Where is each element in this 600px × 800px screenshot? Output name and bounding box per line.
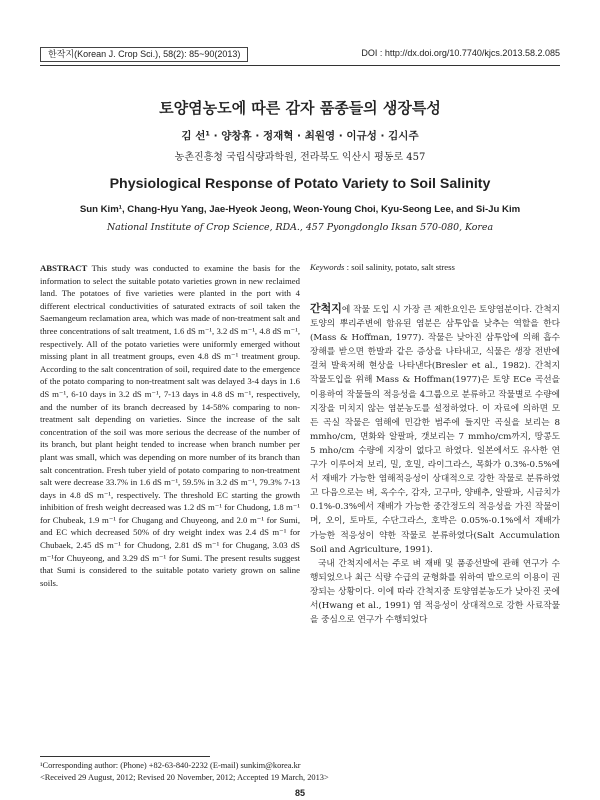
abstract-text: This study was conducted to examine the basis for the information to select the suitable potato varieties grown in new reclaimed land. The potatoes of five varieties were planted in the port with 4 different electrical conductivities of saturated extracts of soil taken the Saemangeum reclamation area, which was made of non-treatment salt and three concentrations of salt treatment, 1.6 dS m⁻¹, 3.2 dS m⁻¹, 4.8 dS m⁻¹, respectively. All of the potato varieties were uniformly emerged without missing plant in all treatment groups, even 4.8 dS m⁻¹ treatment group. According to the salt concentration of soil, required date to the emergence of the potato comparing to non-treatment salt was delayed 3-4 days in 1.6 dS m⁻¹, 6-10 days in 3.2 dS m⁻¹, 7-13 days in 4.8 dS m⁻¹, respectively, and the number of its branch decreased by 14-58% comparing to non-treatment salt depending on varieties. Since the increase of the salt concentration of the soil was more serious the decrease of the number of its branch, but plant height tended to increase when branch number per plant was small, which was depending on more number of its branch than salt concentration. Fresh tuber yield of potato comparing to non-treatment salt were decrease 33.7% in 1.6 dS m⁻¹, 59.5% in 3.2 dS m⁻¹, 79.3% 7-13 days in 4.8 dS m⁻¹, respectively. The threshold EC starting the growth inhibition of fresh weight decreased was 1.2 dS m⁻¹ for Chudong, 1.8 m⁻¹ for Chubeak, 1.9 m⁻¹ for Chugang and Chuyeong, and 2.0 m⁻¹ for Sumi, and EC which decreased 50% of dry weight index was 2.4 dS m⁻¹ for Chubaek, 2.45 dS m⁻¹ for Chudong, 2.81 dS m⁻¹ for Chugang, 3.03 dS m⁻¹for Chuyeong, and 3.29 dS m⁻¹ for Sumi. The present results suggest that Sumi is considered to the suitable potato variety grown on saline soils.: [40, 263, 300, 588]
korean-body: [310, 302, 560, 627]
korean-authors: 김 선¹ · 양창휴 · 정재혁 · 최원영 · 이규성 · 김시주: [181, 130, 419, 142]
running-header: [40, 47, 560, 66]
korean-affiliation: 농촌진흥청 국립식량과학원, 전라북도 익산시 평동로 457: [174, 152, 426, 163]
footnote-divider: [40, 756, 210, 757]
english-affiliation: National Institute of Crop Science, RDA., 457 Pyongdonglo Iksan 570-080, Korea: [106, 222, 494, 233]
english-title: Physiological Response of Potato Variety to Soil Salinity: [109, 176, 491, 192]
page-number: 85: [294, 788, 305, 798]
paragraph-text: 국내 간척지에서는 주로 벼 재배 및 품종선발에 관해 연구가 수행되었으나 최근 식량 수급의 균형화를 위하여 밭으로의 이용이 권장되는 상황이다. 이에 따라 간척지중 토양염분농도가 낮아진 곳에서(Hwang et al., 1991) 염 적응성이 상대적으로 강한 사료작물을 중심으로 연구가 수행되었다: [310, 558, 560, 626]
keywords-label: Keywords: [310, 262, 345, 272]
body-paragraph: [310, 302, 560, 557]
journal-citation: 한작지(Korean J. Crop Sci.), 58(2): 85~90(2013): [40, 47, 248, 62]
corresponding-author: ¹Corresponding author: (Phone) +82-63-840-2232 (E-mail) sunkim@korea.kr: [40, 761, 301, 770]
footnotes: [40, 760, 560, 783]
english-authors: Sun Kim¹, Chang-Hyu Yang, Jae-Hyeok Jeong, Weon-Young Choi, Kyu-Seong Lee, and Si-Ju Kim: [79, 204, 521, 215]
received-dates: <Received 29 August, 2012; Revised 20 November, 2012; Accepted 19 March, 2013>: [40, 772, 329, 782]
keywords-section: [310, 262, 560, 272]
lead-word: 간척지: [310, 302, 342, 315]
abstract-section: [40, 262, 300, 589]
abstract-label: ABSTRACT: [40, 263, 88, 273]
paragraph-text: 에 작물 도입 시 가장 큰 제한요인은 토양염분이다. 간척지토양의 뿌리주변에 함유된 염분은 삼투압을 낮추는 역할을 한다(Mass & Hoffman, 1977). 작물은 낮아진 삼투압에 의해 흡수장해를 받으면 한발과 같은 증상을 나타내고, 식물은 생장 전반에 걸쳐 발육저해 현상을 나타낸다(Bresler et al., 1982). 간척지 작물도입을 위해 Mass & Hoffman(1977)은 토양 ECe 곡선을 이용하여 작물들의 적응성을 4그룹으로 분류하고 작물별로 수량에 지장을 미치지 않는 염분농도를 설정하였다. 이 자료에 의하면 모든 곡실 작물은 염해에 민감한 범주에 들지만 곡실을 보리는 8 mmho/cm, 면화와 알팔파, 갯보리는 7 mmho/cm까지, 땅콩도 5 mho/cm 수량에 지장이 없다고 하였다. 일본에서도 유사한 연구가 이루어져 보리, 밀, 호밀, 라이그라스, 목화가 0.3%-0.5%에서 재배가 가능한 염해적응성이 상대적으로 강한 작물로 분류하였고 다음으로는 벼, 옥수수, 감자, 고구마, 양배추, 알팔파, 시금치가 0.1%-0.3%에서 재배가 가능한 중간정도의 적응성을 가진 작물이며, 오이, 토마토, 수단그라스, 호박은 0.05%-0.1%에서 재배가 가능한 적응성이 약한 작물로 분류하였다(Salt Accumulation Soil and Agriculture, 1991).: [310, 305, 560, 555]
keywords-text: : soil salinity, potato, salt stress: [344, 262, 455, 272]
body-paragraph: [310, 557, 560, 627]
korean-title: 토양염농도에 따른 감자 품종들의 생장특성: [159, 99, 441, 117]
doi-link[interactable]: DOI : http://dx.doi.org/10.7740/kjcs.2013.58.2.085: [361, 48, 560, 58]
